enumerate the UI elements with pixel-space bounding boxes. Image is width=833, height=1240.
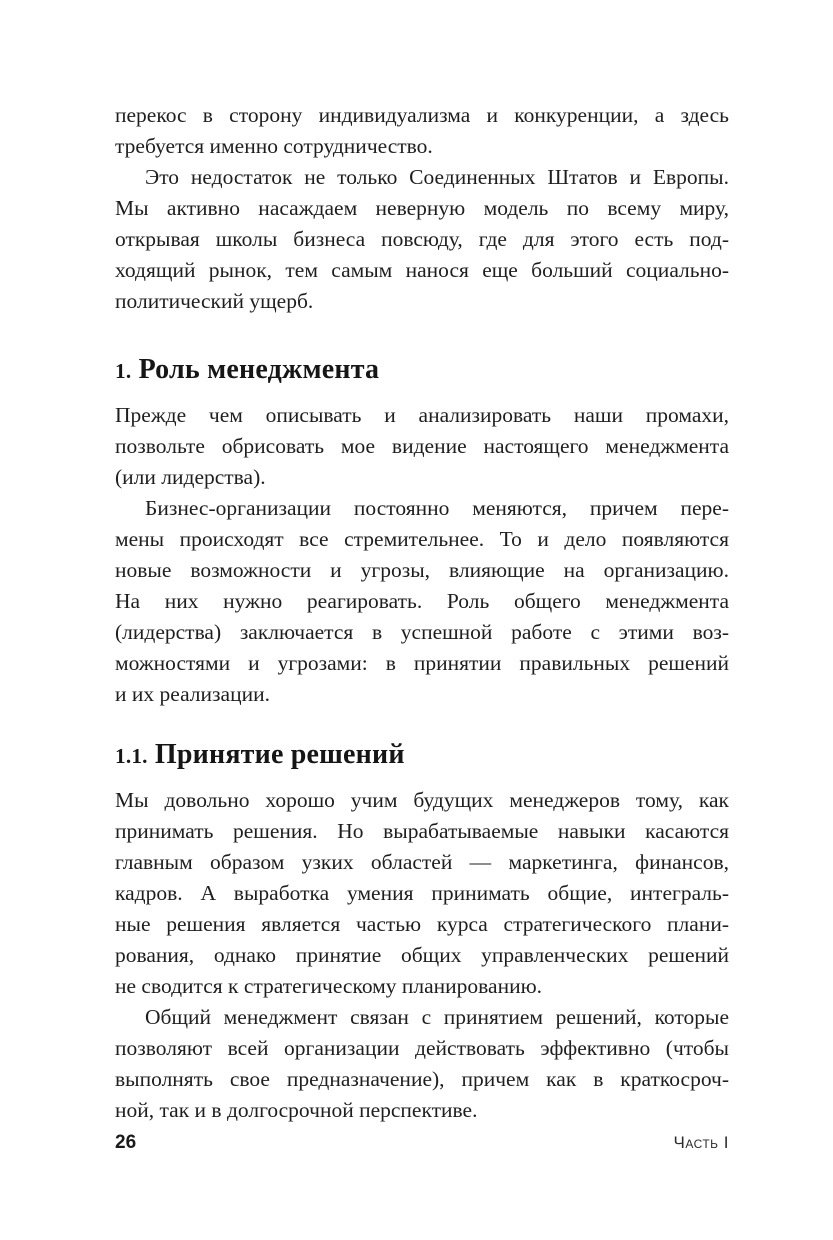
- text-line: и их реализации.: [115, 682, 270, 706]
- text-line: На них нужно реагировать. Роль общего менеджмента: [115, 589, 729, 613]
- subsection-heading: [115, 738, 729, 773]
- paragraph: [115, 493, 729, 710]
- heading-title: Принятие решений: [154, 739, 405, 770]
- text-line: Прежде чем описывать и анализировать наши промахи,: [115, 403, 729, 427]
- text-line: ходящий рынок, тем самым нанося еще больший социально-: [115, 258, 729, 282]
- text-line: новые возможности и угрозы, влияющие на организацию.: [115, 558, 729, 582]
- text-line: главным образом узких областей — маркетинга, финансов,: [115, 850, 729, 874]
- paragraph: [115, 785, 729, 1002]
- text-line: Мы довольно хорошо учим будущих менеджеров тому, как: [115, 788, 729, 812]
- text-line: ные решения является частью курса стратегического плани-: [115, 912, 729, 936]
- page-footer: [115, 1132, 729, 1154]
- text-line: открывая школы бизнеса повсюду, где для этого есть под-: [115, 227, 729, 251]
- text-line: принимать решения. Но вырабатываемые навыки касаются: [115, 819, 729, 843]
- heading-title: Роль менеджмента: [138, 354, 380, 385]
- text-line: Бизнес-организации постоянно меняются, причем пере-: [145, 496, 729, 520]
- text-column: [115, 0, 729, 1126]
- paragraph-continuation: [115, 100, 729, 162]
- text-line: Мы активно насаждаем неверную модель по всему миру,: [115, 196, 729, 220]
- section-heading: [115, 353, 729, 388]
- paragraph: [115, 162, 729, 317]
- heading-number: 1.: [115, 359, 132, 383]
- text-line: (или лидерства).: [115, 465, 266, 489]
- text-line: мены происходят все стремительнее. То и дело появляются: [115, 527, 729, 551]
- text-line: выполнять свое предназначение), причем как в краткосроч-: [115, 1067, 729, 1091]
- text-line: можностями и угрозами: в принятии правильных решений: [115, 651, 729, 675]
- text-line: требуется именно сотрудничество.: [115, 134, 433, 158]
- text-line: перекос в сторону индивидуализма и конкуренции, а здесь: [115, 103, 729, 127]
- text-line: политический ущерб.: [115, 289, 314, 313]
- heading-number: 1.1.: [115, 744, 148, 768]
- paragraph: [115, 1002, 729, 1126]
- text-line: ной, так и в долгосрочной перспективе.: [115, 1098, 478, 1122]
- text-line: рования, однако принятие общих управленческих решений: [115, 943, 729, 967]
- text-line: кадров. А выработка умения принимать общие, интеграль-: [115, 881, 729, 905]
- running-head-section: Часть I: [673, 1133, 729, 1152]
- page-number: 26: [115, 1132, 137, 1153]
- text-line: (лидерства) заключается в успешной работе с этими воз-: [115, 620, 729, 644]
- text-line: Это недостаток не только Соединенных Штатов и Европы.: [145, 165, 729, 189]
- text-line: не сводится к стратегическому планированию.: [115, 974, 543, 998]
- text-line: Общий менеджмент связан с принятием решений, которые: [145, 1005, 729, 1029]
- text-line: позвольте обрисовать мое видение настоящего менеджмента: [115, 434, 729, 458]
- paragraph: [115, 400, 729, 493]
- text-line: позволяют всей организации действовать эффективно (чтобы: [115, 1036, 729, 1060]
